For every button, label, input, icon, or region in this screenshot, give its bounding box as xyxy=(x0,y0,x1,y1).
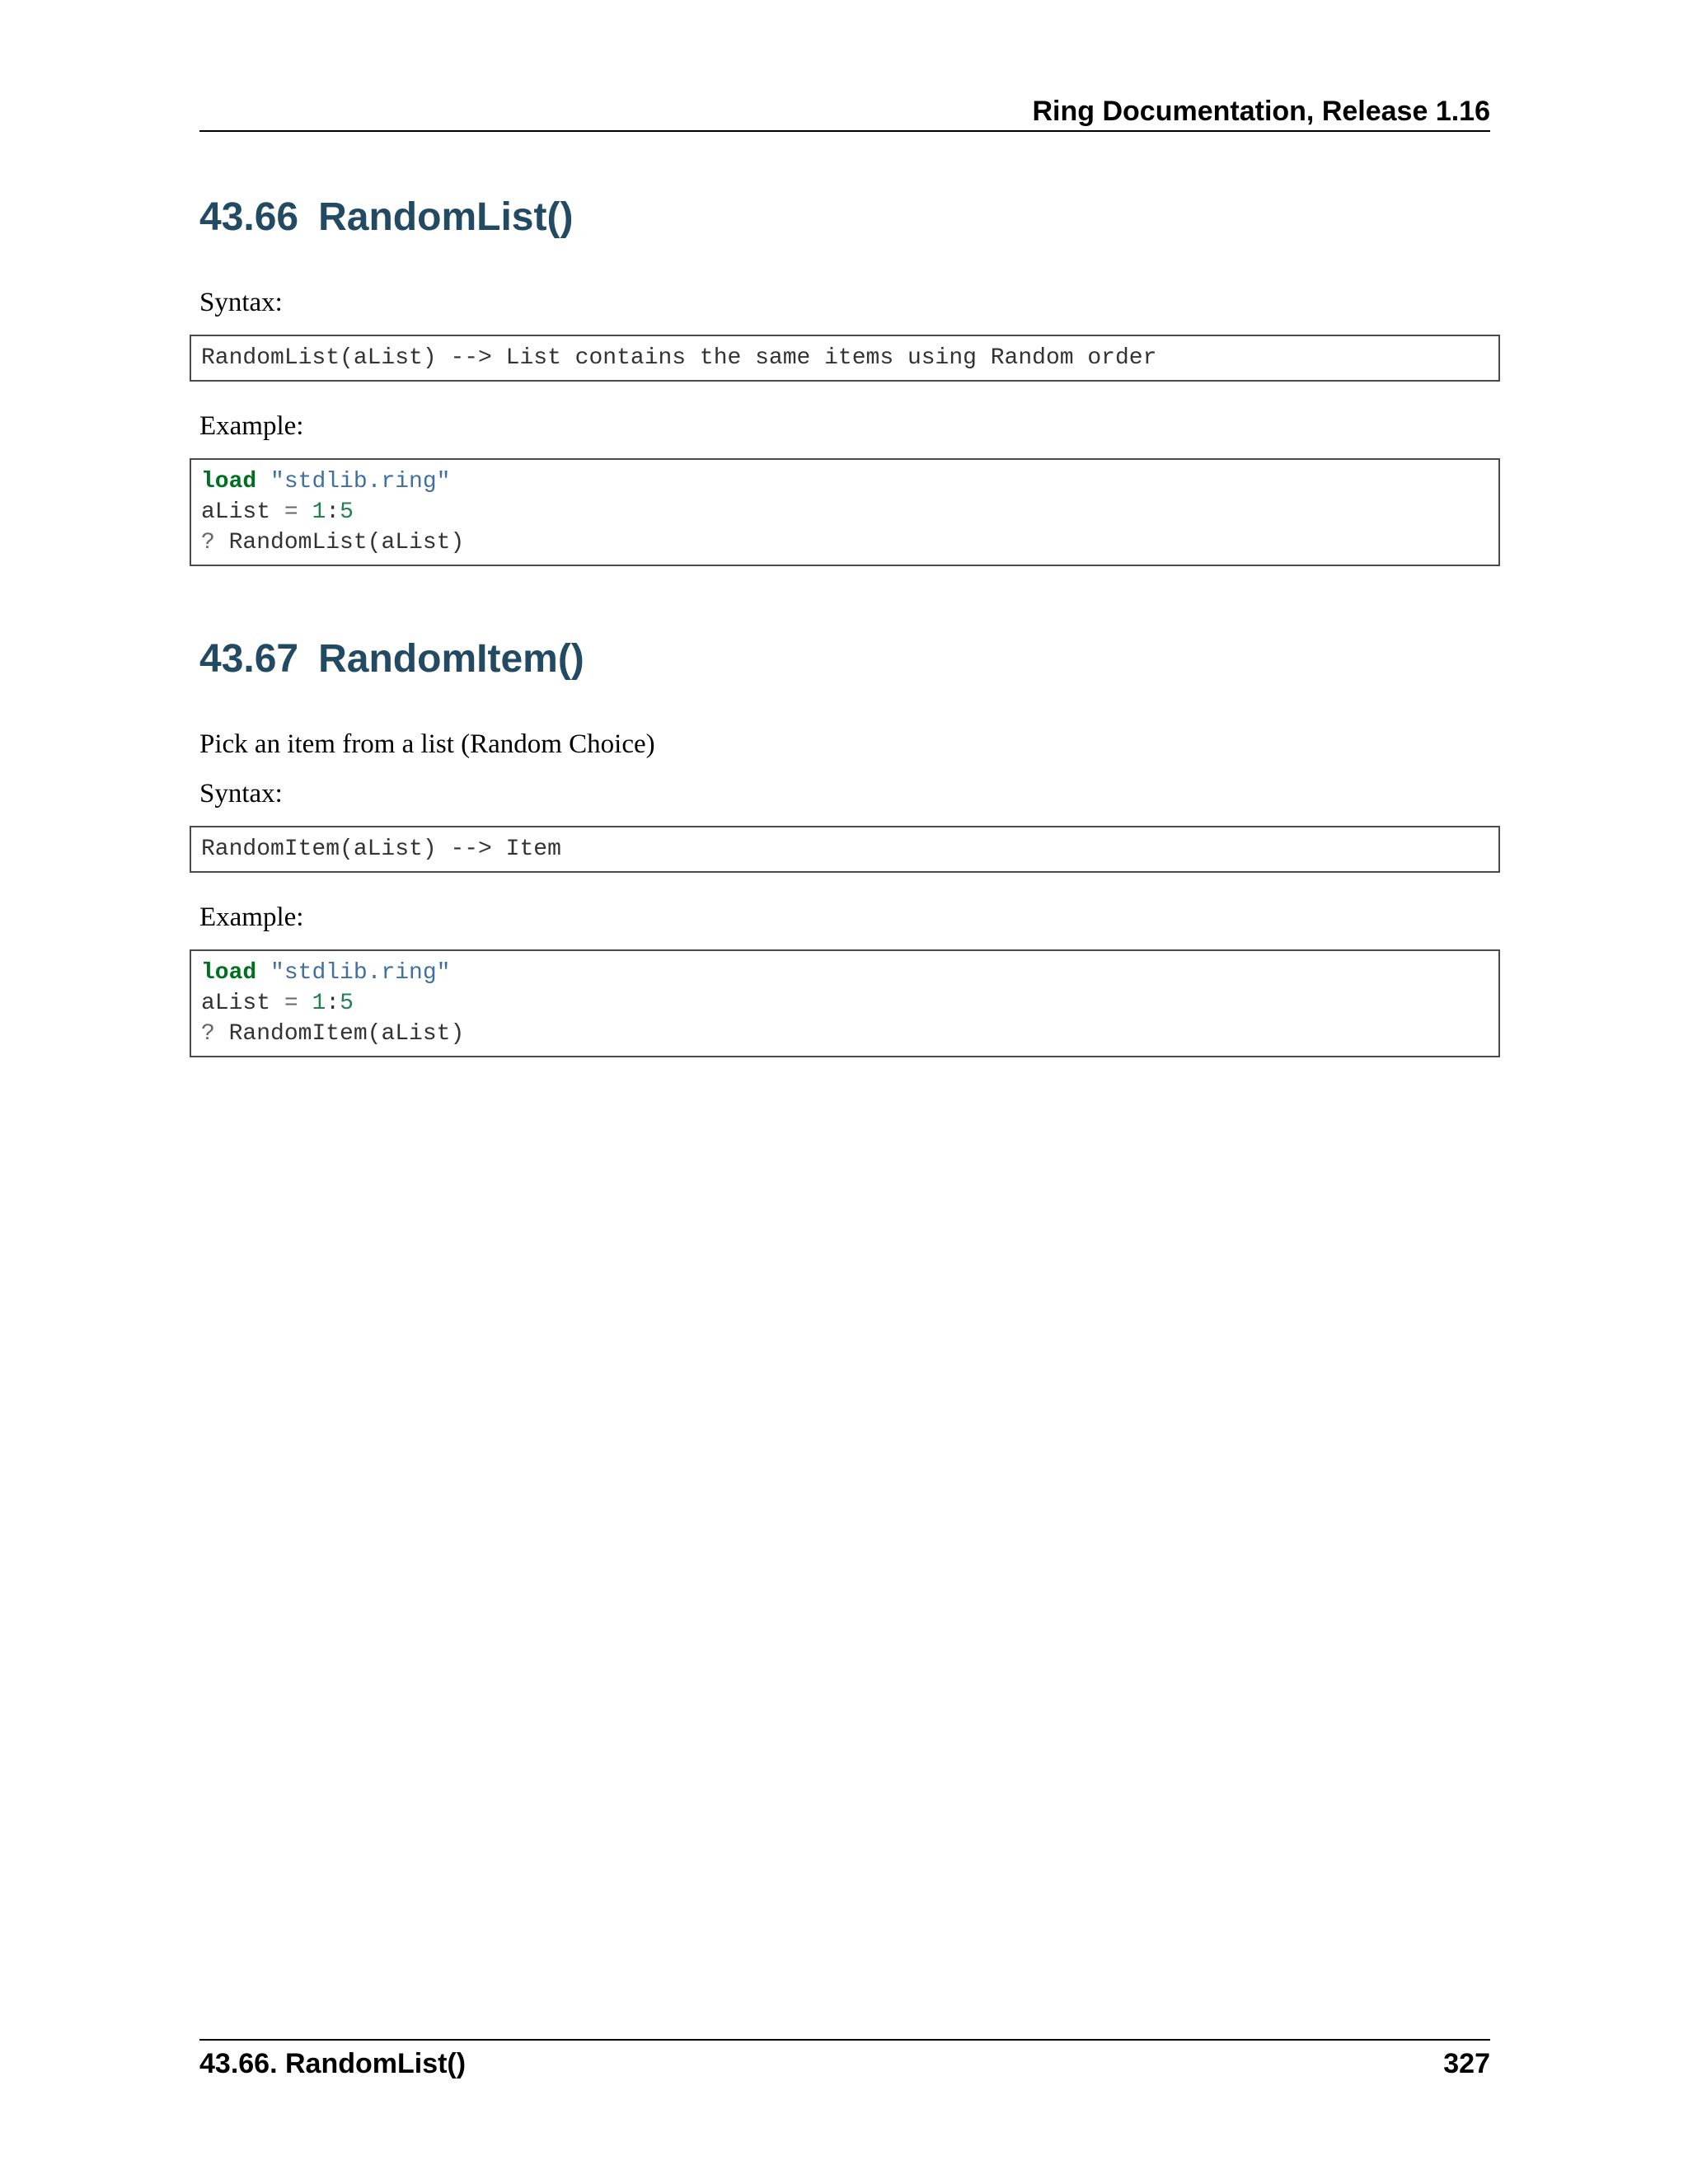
code-print-operator: ? xyxy=(201,530,215,555)
code-call: RandomList(aList) xyxy=(228,530,465,555)
footer-section-title: 43.66. RandomList() xyxy=(199,2048,467,2079)
code-variable: aList xyxy=(201,499,271,525)
example-label: Example: xyxy=(199,902,304,932)
code-operator: = xyxy=(284,499,298,525)
section-heading-randomitem xyxy=(199,635,584,684)
code-print-operator: ? xyxy=(201,1021,215,1047)
section-description: Pick an item from a list (Random Choice) xyxy=(199,729,655,759)
code-number: 5 xyxy=(340,499,354,525)
syntax-code: RandomList(aList) --> List contains the same items using Random order xyxy=(201,345,1157,371)
code-colon: : xyxy=(326,991,340,1016)
section-heading-randomlist xyxy=(199,193,573,242)
code-number: 1 xyxy=(312,991,326,1016)
code-number: 5 xyxy=(340,991,354,1016)
section-title: RandomList() xyxy=(318,195,574,239)
code-keyword: load xyxy=(201,469,257,494)
code-call: RandomItem(aList) xyxy=(228,1021,465,1047)
section-title: RandomItem() xyxy=(318,637,584,681)
syntax-code-block xyxy=(190,826,1500,873)
footer-rule xyxy=(199,2039,1490,2041)
code-string: "stdlib.ring" xyxy=(270,469,451,494)
section-number: 43.67 xyxy=(199,637,299,681)
example-label: Example: xyxy=(199,411,304,441)
example-code-block xyxy=(190,949,1500,1057)
code-string: "stdlib.ring" xyxy=(270,960,451,986)
example-code-block xyxy=(190,458,1500,566)
code-number: 1 xyxy=(312,499,326,525)
code-colon: : xyxy=(326,499,340,525)
section-number: 43.66 xyxy=(199,195,299,239)
page-number: 327 xyxy=(1443,2048,1490,2079)
syntax-label: Syntax: xyxy=(199,779,283,808)
code-variable: aList xyxy=(201,991,271,1016)
syntax-code-block xyxy=(190,335,1500,382)
code-keyword: load xyxy=(201,960,257,986)
code-operator: = xyxy=(284,991,298,1016)
running-header: Ring Documentation, Release 1.16 xyxy=(1032,96,1490,127)
syntax-label: Syntax: xyxy=(199,288,283,317)
syntax-code: RandomItem(aList) --> Item xyxy=(201,837,561,862)
header-rule xyxy=(199,130,1490,132)
